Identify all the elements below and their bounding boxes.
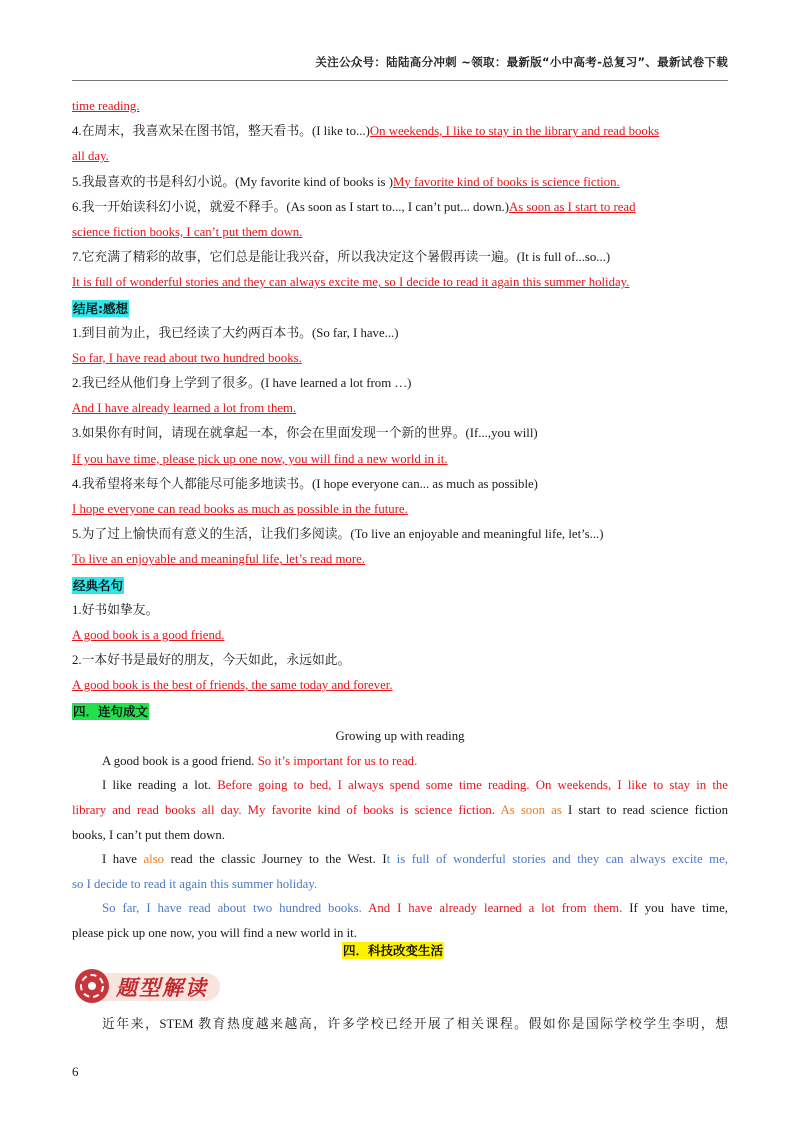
essay-text: A good book is a good friend. [102,753,258,768]
essay-highlight-blue: So far, I have read about two hundred books. [102,901,369,916]
answer-line: It is full of wonderful stories and they can always excite me, so I decide to read it again this summer holiday. [72,275,630,290]
essay-body [72,749,728,946]
answer-line: And I have already learned a lot from them. [72,401,297,416]
intro-paragraph: 近年来，STEM 教育热度越来越高，许多学校已经开展了相关课程。假如你是国际学校学生李明，想 [102,1017,728,1031]
section-4-title [342,941,444,960]
answer-line: science fiction books, I can’t put them down. [72,224,303,239]
answer-line: A good book is the best of friends, the same today and forever. [72,678,393,693]
answer-line: To live an enjoyable and meaningful life, let’s read more. [72,552,365,567]
section-heading [72,699,728,724]
essay-line [72,749,728,774]
answer-text: My favorite kind of books is science fiction. [392,174,620,189]
essay-line [72,798,728,823]
section-heading [72,573,728,598]
answer-line: I hope everyone can read books as much as possible in the future. [72,502,408,516]
prompt-line: 3.如果你有时间，请现在就拿起一本，你会在里面发现一个新的世界。(If...,you will) [72,426,538,441]
essay-line [72,773,728,798]
question-type-banner [74,967,222,1005]
prompt-text: 5.我最喜欢的书是科幻小说。(My favorite kind of books is ) [72,174,393,189]
essay-line [72,896,728,921]
prompt-text: 6.我一开始读科幻小说，就爱不释手。(As soon as I start to..., I can’t put... down.) [72,199,509,214]
essay-title: Growing up with reading [335,728,465,743]
section-tag-tech: 四．科技改变生活 [343,943,444,958]
essay-highlight-blue: t is full of wonderful stories and they can always excite me, [386,852,728,867]
main-content [72,94,728,946]
prompt-line [72,170,728,195]
prompt-line: 2.一本好书是最好的朋友，今天如此，永远如此。 [72,653,351,668]
essay-text: I like reading a lot. [102,778,218,793]
answer-line: A good book is a good friend. [72,627,225,642]
page-number: 6 [72,1064,79,1079]
answer-text: As soon as I start to read [508,199,636,214]
essay-text: read the classic Journey to the West. I [164,852,387,867]
essay-highlight: So it’s important for us to read. [257,753,418,768]
section-tag-quotes: 经典名句 [73,577,124,593]
prompt-line: 4.我希望将来每个人都能尽可能多地读书。(I hope everyone can... as much as possible) [72,476,538,491]
essay-text: I have [102,852,144,867]
answer-line: time reading. [72,99,140,113]
essay-connector: also [143,852,165,867]
prompt-line: 1.好书如挚友。 [72,602,159,617]
prompt-line: 1.到目前为止，我已经读了大约两百本书。(So far, I have...) [72,325,399,340]
essay-text: I start to read science fiction [561,803,728,818]
page-header: 关注公众号：陆陆高分冲刺 ~领取：最新版“小中高考-总复习”、最新试卷下载 [315,55,728,69]
essay-text: If you have time, [622,901,728,916]
section-heading [72,296,728,321]
essay-line: please pick up one now, you will find a new world in it. [72,926,357,941]
essay-highlight: Before going to bed, I always spend some time reading. On weekends, I like to stay in the [217,778,728,793]
essay-line: so I decide to read it again this summer holiday. [72,876,318,891]
essay-line: books, I can’t put them down. [72,827,225,842]
prompt-line: 2.我已经从他们身上学到了很多。(I have learned a lot from …) [72,376,412,391]
prompt-text: 4.在周末，我喜欢呆在图书馆，整天看书。(I like to...) [72,124,370,139]
header-divider [72,80,728,81]
section-tag-compose: 四．连句成文 [73,703,149,719]
prompt-line [72,195,728,220]
essay-line [72,847,728,872]
prompt-line: 5.为了过上愉快而有意义的生活，让我们多阅读。(To live an enjoyable and meaningful life, let’s...) [72,527,604,542]
answer-line: all day. [72,149,109,164]
essay-highlight: And I have already learned a lot from them. [368,901,623,916]
answer-text: On weekends, I like to stay in the library and read books [369,124,660,139]
prompt-line [72,119,728,144]
section-tag-ending: 结尾:感想 [73,300,128,316]
essay-highlight: library and read books all day. My favorite kind of books is science fiction. [72,803,501,818]
answer-line: So far, I have read about two hundred books. [72,350,302,365]
banner-dot-icon [88,982,96,990]
prompt-line: 7.它充满了精彩的故事，它们总是能让我兴奋，所以我决定这个暑假再读一遍。(It is full of...so...) [72,250,611,265]
banner-label: 题型解读 [116,975,208,1000]
essay-connector: As soon as [500,803,562,818]
answer-line: If you have time, please pick up one now, you will find a new world in it. [72,451,448,466]
